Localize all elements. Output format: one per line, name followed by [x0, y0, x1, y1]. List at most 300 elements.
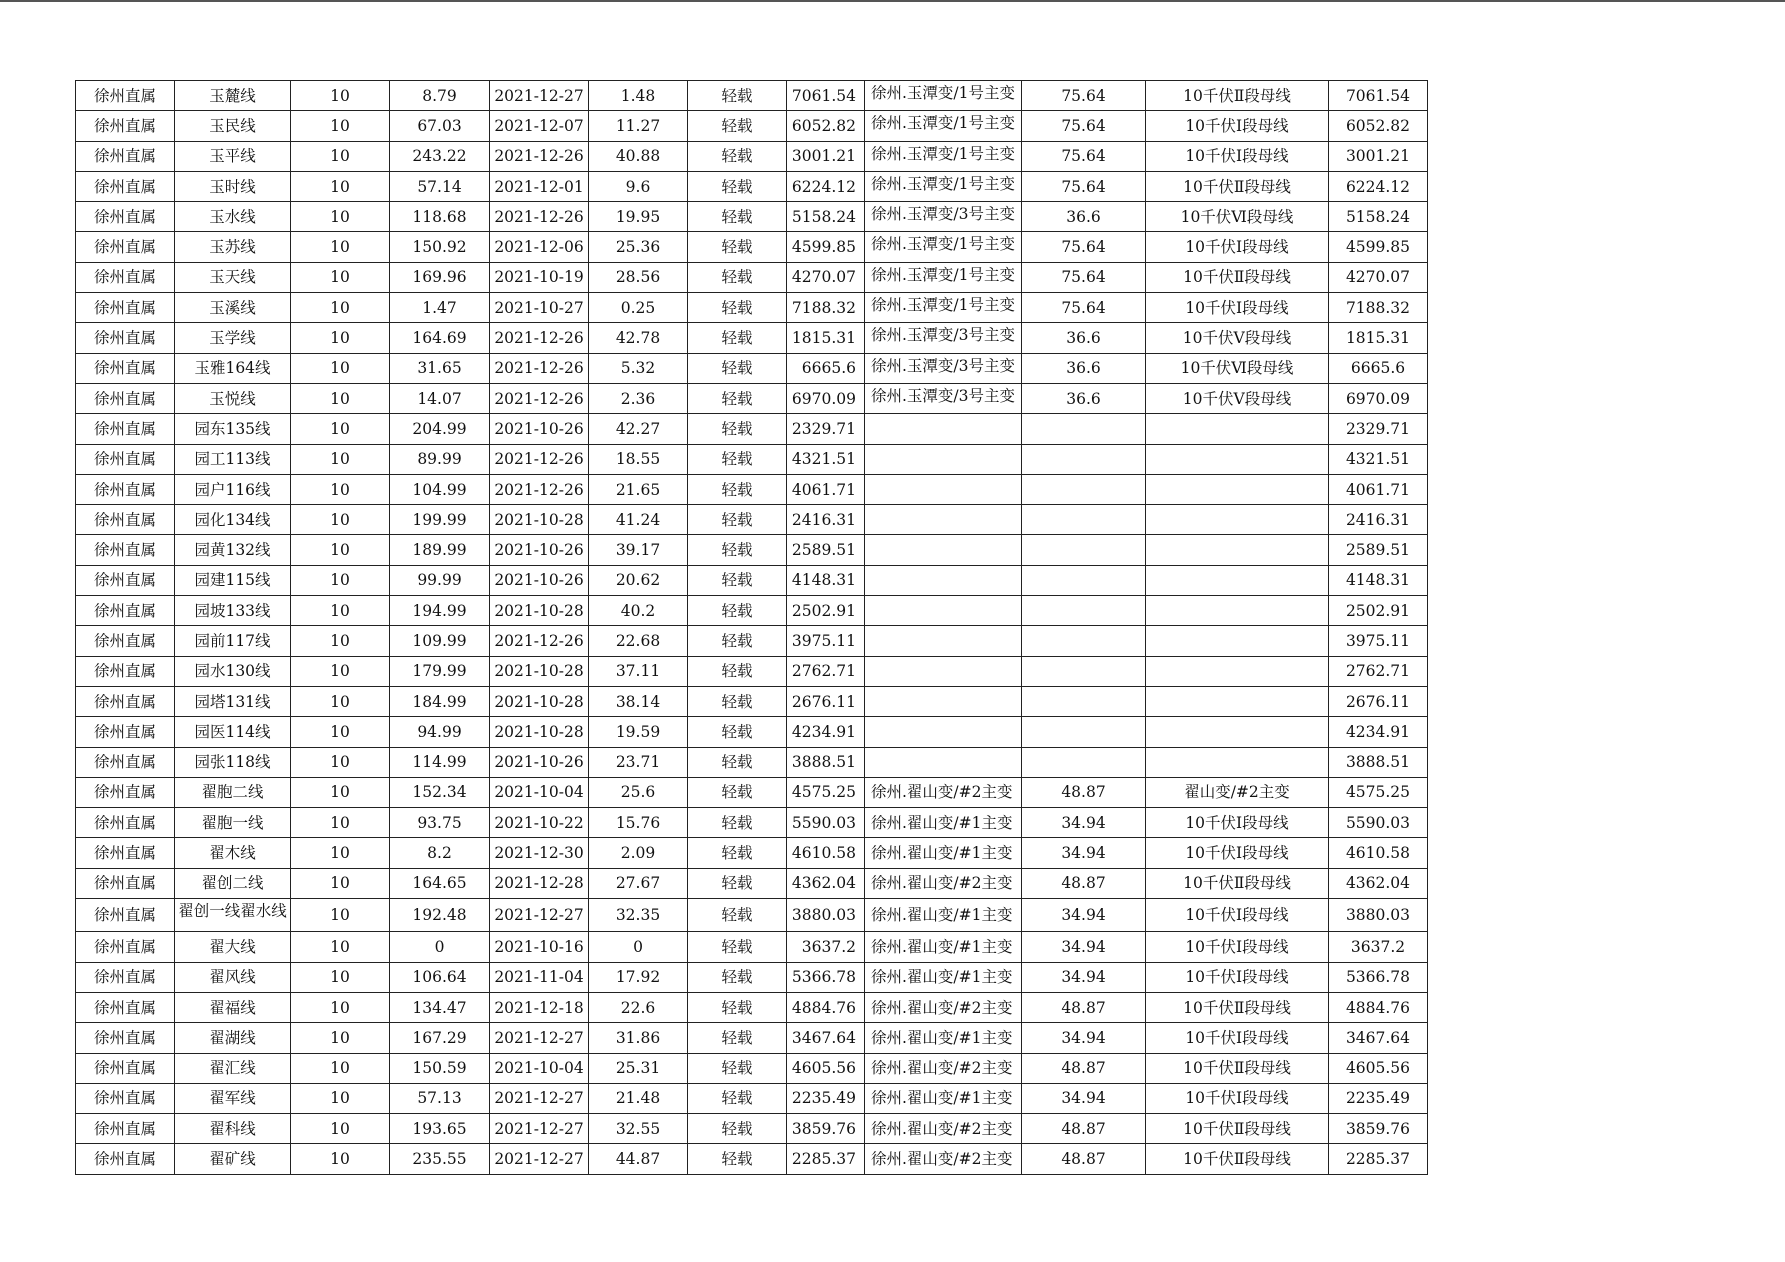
transformer-rate-cell: 34.94	[1022, 932, 1146, 962]
transformer-cell: 徐州.翟山变/#2主变	[865, 777, 1022, 807]
unit-cell: 徐州直属	[76, 262, 175, 292]
transformer-cell	[865, 414, 1022, 444]
date-cell: 2021-12-26	[490, 323, 589, 353]
capacity-cell: 6665.6	[787, 353, 865, 383]
date-cell: 2021-12-30	[490, 838, 589, 868]
bus-section-cell	[1146, 686, 1329, 716]
date-cell: 2021-10-28	[490, 717, 589, 747]
remaining-capacity-cell: 6970.09	[1329, 383, 1428, 413]
date-cell: 2021-10-28	[490, 686, 589, 716]
load-status-cell: 轻载	[688, 111, 787, 141]
load-status-cell: 轻载	[688, 202, 787, 232]
clipped-text: 徐州.玉潭变/1号主变	[871, 265, 1016, 284]
date-cell: 2021-12-07	[490, 111, 589, 141]
date-cell: 2021-12-27	[490, 899, 589, 932]
unit-cell: 徐州直属	[76, 232, 175, 262]
capacity-cell: 4362.04	[787, 868, 865, 898]
transformer-cell: 徐州.翟山变/#1主变	[865, 1023, 1022, 1053]
transformer-rate-cell: 36.6	[1022, 353, 1146, 383]
transformer-rate-cell	[1022, 505, 1146, 535]
line-name-cell: 翟胞一线	[175, 808, 291, 838]
voltage-cell: 10	[291, 474, 390, 504]
current-cell: 235.55	[390, 1144, 490, 1174]
voltage-cell: 10	[291, 777, 390, 807]
unit-cell: 徐州直属	[76, 899, 175, 932]
unit-cell: 徐州直属	[76, 171, 175, 201]
capacity-cell: 3975.11	[787, 626, 865, 656]
date-cell: 2021-10-27	[490, 293, 589, 323]
date-cell: 2021-10-04	[490, 1053, 589, 1083]
capacity-cell: 4061.71	[787, 474, 865, 504]
transformer-cell	[865, 656, 1022, 686]
unit-cell: 徐州直属	[76, 626, 175, 656]
transformer-rate-cell: 36.6	[1022, 383, 1146, 413]
table-row	[76, 777, 1428, 807]
unit-cell: 徐州直属	[76, 414, 175, 444]
unit-cell: 徐州直属	[76, 686, 175, 716]
unit-cell: 徐州直属	[76, 383, 175, 413]
load-rate-cell: 21.48	[589, 1083, 688, 1113]
date-cell: 2021-10-26	[490, 414, 589, 444]
date-cell: 2021-12-01	[490, 171, 589, 201]
voltage-cell: 10	[291, 262, 390, 292]
transformer-rate-cell: 75.64	[1022, 262, 1146, 292]
table-row	[76, 808, 1428, 838]
current-cell: 1.47	[390, 293, 490, 323]
capacity-cell: 4234.91	[787, 717, 865, 747]
capacity-cell: 2589.51	[787, 535, 865, 565]
voltage-cell: 10	[291, 1053, 390, 1083]
voltage-cell: 10	[291, 932, 390, 962]
load-rate-cell: 20.62	[589, 565, 688, 595]
load-status-cell: 轻载	[688, 293, 787, 323]
capacity-cell: 7061.54	[787, 81, 865, 111]
bus-section-cell: 10千伏Ⅴ段母线	[1146, 323, 1329, 353]
remaining-capacity-cell: 3975.11	[1329, 626, 1428, 656]
bus-section-cell: 10千伏Ⅰ段母线	[1146, 838, 1329, 868]
voltage-cell: 10	[291, 808, 390, 838]
voltage-cell: 10	[291, 686, 390, 716]
load-status-cell: 轻载	[688, 81, 787, 111]
bus-section-cell	[1146, 626, 1329, 656]
unit-cell: 徐州直属	[76, 1083, 175, 1113]
load-rate-cell: 9.6	[589, 171, 688, 201]
date-cell: 2021-12-26	[490, 444, 589, 474]
transformer-rate-cell: 48.87	[1022, 777, 1146, 807]
table-row	[76, 414, 1428, 444]
capacity-cell: 2235.49	[787, 1083, 865, 1113]
line-name-cell: 翟大线	[175, 932, 291, 962]
current-cell: 14.07	[390, 383, 490, 413]
transformer-cell: 徐州.翟山变/#2主变	[865, 1114, 1022, 1144]
transformer-cell	[865, 232, 1022, 262]
voltage-cell: 10	[291, 202, 390, 232]
transformer-cell	[865, 717, 1022, 747]
remaining-capacity-cell: 3859.76	[1329, 1114, 1428, 1144]
voltage-cell: 10	[291, 1083, 390, 1113]
transformer-cell: 徐州.翟山变/#1主变	[865, 962, 1022, 992]
table-row	[76, 111, 1428, 141]
load-rate-cell: 19.95	[589, 202, 688, 232]
voltage-cell: 10	[291, 626, 390, 656]
voltage-cell: 10	[291, 81, 390, 111]
table-row	[76, 1023, 1428, 1053]
table-row	[76, 962, 1428, 992]
remaining-capacity-cell: 2285.37	[1329, 1144, 1428, 1174]
table-row	[76, 1083, 1428, 1113]
remaining-capacity-cell: 4148.31	[1329, 565, 1428, 595]
load-status-cell: 轻载	[688, 656, 787, 686]
line-name-cell: 翟汇线	[175, 1053, 291, 1083]
capacity-cell: 1815.31	[787, 323, 865, 353]
unit-cell: 徐州直属	[76, 353, 175, 383]
capacity-cell: 3637.2	[787, 932, 865, 962]
voltage-cell: 10	[291, 868, 390, 898]
current-cell: 150.59	[390, 1053, 490, 1083]
clipped-text: 徐州.玉潭变/1号主变	[871, 144, 1016, 163]
bus-section-cell: 10千伏Ⅰ段母线	[1146, 293, 1329, 323]
table-row	[76, 293, 1428, 323]
transformer-cell	[865, 686, 1022, 716]
remaining-capacity-cell: 3888.51	[1329, 747, 1428, 777]
transformer-rate-cell: 36.6	[1022, 202, 1146, 232]
voltage-cell: 10	[291, 992, 390, 1022]
load-status-cell: 轻载	[688, 626, 787, 656]
table-row	[76, 717, 1428, 747]
transformer-rate-cell: 75.64	[1022, 141, 1146, 171]
transformer-rate-cell	[1022, 474, 1146, 504]
voltage-cell: 10	[291, 232, 390, 262]
load-status-cell: 轻载	[688, 262, 787, 292]
capacity-cell: 4884.76	[787, 992, 865, 1022]
clipped-text: 徐州.玉潭变/3号主变	[871, 356, 1016, 375]
table-row	[76, 656, 1428, 686]
line-name-cell: 园坡133线	[175, 596, 291, 626]
line-name-cell: 玉悦线	[175, 383, 291, 413]
bus-section-cell: 10千伏Ⅰ段母线	[1146, 899, 1329, 932]
remaining-capacity-cell: 4061.71	[1329, 474, 1428, 504]
line-name-cell: 玉溪线	[175, 293, 291, 323]
voltage-cell: 10	[291, 899, 390, 932]
bus-section-cell: 10千伏Ⅱ段母线	[1146, 868, 1329, 898]
unit-cell: 徐州直属	[76, 293, 175, 323]
line-name-cell: 翟科线	[175, 1114, 291, 1144]
current-cell: 164.69	[390, 323, 490, 353]
line-name-cell: 翟木线	[175, 838, 291, 868]
transformer-rate-cell: 48.87	[1022, 868, 1146, 898]
unit-cell: 徐州直属	[76, 323, 175, 353]
table-row	[76, 1144, 1428, 1174]
bus-section-cell: 10千伏Ⅰ段母线	[1146, 1083, 1329, 1113]
table-body	[76, 81, 1428, 1175]
capacity-cell: 3467.64	[787, 1023, 865, 1053]
unit-cell: 徐州直属	[76, 868, 175, 898]
bus-section-cell	[1146, 747, 1329, 777]
load-rate-cell: 42.27	[589, 414, 688, 444]
transformer-rate-cell	[1022, 626, 1146, 656]
line-name-cell: 园黄132线	[175, 535, 291, 565]
transformer-cell: 徐州.翟山变/#1主变	[865, 932, 1022, 962]
capacity-cell: 5590.03	[787, 808, 865, 838]
load-status-cell: 轻载	[688, 899, 787, 932]
current-cell: 57.14	[390, 171, 490, 201]
unit-cell: 徐州直属	[76, 992, 175, 1022]
line-name-cell: 园医114线	[175, 717, 291, 747]
load-rate-cell: 42.78	[589, 323, 688, 353]
load-status-cell: 轻载	[688, 1144, 787, 1174]
line-name-cell	[175, 899, 291, 932]
date-cell: 2021-10-26	[490, 535, 589, 565]
bus-section-cell: 10千伏Ⅰ段母线	[1146, 232, 1329, 262]
transformer-cell	[865, 202, 1022, 232]
unit-cell: 徐州直属	[76, 747, 175, 777]
current-cell: 106.64	[390, 962, 490, 992]
transformer-cell	[865, 262, 1022, 292]
line-name-cell: 玉学线	[175, 323, 291, 353]
load-status-cell: 轻载	[688, 444, 787, 474]
load-rate-cell: 39.17	[589, 535, 688, 565]
transformer-rate-cell: 48.87	[1022, 1114, 1146, 1144]
line-load-table	[75, 80, 1428, 1175]
voltage-cell: 10	[291, 323, 390, 353]
load-status-cell: 轻载	[688, 868, 787, 898]
current-cell: 8.2	[390, 838, 490, 868]
load-rate-cell: 18.55	[589, 444, 688, 474]
clipped-text: 徐州.玉潭变/1号主变	[871, 114, 1016, 133]
load-status-cell: 轻载	[688, 353, 787, 383]
date-cell: 2021-11-04	[490, 962, 589, 992]
load-rate-cell: 38.14	[589, 686, 688, 716]
table-row	[76, 838, 1428, 868]
remaining-capacity-cell: 5366.78	[1329, 962, 1428, 992]
date-cell: 2021-10-26	[490, 747, 589, 777]
table-row	[76, 899, 1428, 932]
load-status-cell: 轻载	[688, 232, 787, 262]
current-cell: 189.99	[390, 535, 490, 565]
remaining-capacity-cell: 5158.24	[1329, 202, 1428, 232]
table-row	[76, 932, 1428, 962]
voltage-cell: 10	[291, 444, 390, 474]
remaining-capacity-cell: 2416.31	[1329, 505, 1428, 535]
line-name-cell: 翟湖线	[175, 1023, 291, 1053]
transformer-cell	[865, 505, 1022, 535]
transformer-cell: 徐州.翟山变/#2主变	[865, 868, 1022, 898]
remaining-capacity-cell: 4321.51	[1329, 444, 1428, 474]
current-cell: 169.96	[390, 262, 490, 292]
load-rate-cell: 32.55	[589, 1114, 688, 1144]
date-cell: 2021-12-06	[490, 232, 589, 262]
remaining-capacity-cell: 4362.04	[1329, 868, 1428, 898]
unit-cell: 徐州直属	[76, 535, 175, 565]
line-name-cell: 翟胞二线	[175, 777, 291, 807]
line-name-cell: 园工113线	[175, 444, 291, 474]
line-name-cell: 翟风线	[175, 962, 291, 992]
bus-section-cell: 10千伏Ⅰ段母线	[1146, 141, 1329, 171]
date-cell: 2021-12-18	[490, 992, 589, 1022]
remaining-capacity-cell: 4599.85	[1329, 232, 1428, 262]
remaining-capacity-cell: 3637.2	[1329, 932, 1428, 962]
transformer-cell: 徐州.翟山变/#1主变	[865, 838, 1022, 868]
load-status-cell: 轻载	[688, 141, 787, 171]
line-name-cell: 园前117线	[175, 626, 291, 656]
load-status-cell: 轻载	[688, 932, 787, 962]
capacity-cell: 4270.07	[787, 262, 865, 292]
date-cell: 2021-10-22	[490, 808, 589, 838]
bus-section-cell: 10千伏Ⅴ段母线	[1146, 383, 1329, 413]
date-cell: 2021-10-28	[490, 596, 589, 626]
remaining-capacity-cell: 4610.58	[1329, 838, 1428, 868]
date-cell: 2021-12-28	[490, 868, 589, 898]
date-cell: 2021-12-26	[490, 202, 589, 232]
transformer-cell	[865, 596, 1022, 626]
transformer-cell	[865, 747, 1022, 777]
transformer-cell	[865, 353, 1022, 383]
voltage-cell: 10	[291, 171, 390, 201]
transformer-cell	[865, 383, 1022, 413]
load-status-cell: 轻载	[688, 505, 787, 535]
unit-cell: 徐州直属	[76, 1053, 175, 1083]
line-name-cell: 翟福线	[175, 992, 291, 1022]
load-rate-cell: 40.88	[589, 141, 688, 171]
unit-cell: 徐州直属	[76, 202, 175, 232]
remaining-capacity-cell: 7188.32	[1329, 293, 1428, 323]
load-rate-cell: 17.92	[589, 962, 688, 992]
clipped-text: 徐州.玉潭变/1号主变	[871, 296, 1016, 315]
capacity-cell: 2329.71	[787, 414, 865, 444]
load-rate-cell: 2.36	[589, 383, 688, 413]
unit-cell: 徐州直属	[76, 474, 175, 504]
transformer-rate-cell: 48.87	[1022, 1144, 1146, 1174]
capacity-cell: 3880.03	[787, 899, 865, 932]
load-rate-cell: 0.25	[589, 293, 688, 323]
unit-cell: 徐州直属	[76, 838, 175, 868]
current-cell: 31.65	[390, 353, 490, 383]
table-row	[76, 535, 1428, 565]
voltage-cell: 10	[291, 383, 390, 413]
remaining-capacity-cell: 6052.82	[1329, 111, 1428, 141]
transformer-rate-cell	[1022, 565, 1146, 595]
line-name-cell: 玉水线	[175, 202, 291, 232]
table-row	[76, 171, 1428, 201]
transformer-cell	[865, 565, 1022, 595]
current-cell: 109.99	[390, 626, 490, 656]
remaining-capacity-cell: 2589.51	[1329, 535, 1428, 565]
unit-cell: 徐州直属	[76, 1023, 175, 1053]
transformer-cell: 徐州.翟山变/#2主变	[865, 992, 1022, 1022]
current-cell: 104.99	[390, 474, 490, 504]
load-rate-cell: 21.65	[589, 474, 688, 504]
load-rate-cell: 27.67	[589, 868, 688, 898]
page-top-rule	[0, 0, 1785, 2]
voltage-cell: 10	[291, 747, 390, 777]
load-rate-cell: 40.2	[589, 596, 688, 626]
capacity-cell: 6970.09	[787, 383, 865, 413]
date-cell: 2021-10-28	[490, 505, 589, 535]
load-status-cell: 轻载	[688, 323, 787, 353]
capacity-cell: 5366.78	[787, 962, 865, 992]
load-rate-cell: 0	[589, 932, 688, 962]
line-name-cell: 园塔131线	[175, 686, 291, 716]
unit-cell: 徐州直属	[76, 111, 175, 141]
voltage-cell: 10	[291, 962, 390, 992]
date-cell: 2021-12-27	[490, 1083, 589, 1113]
bus-section-cell	[1146, 717, 1329, 747]
transformer-rate-cell: 75.64	[1022, 232, 1146, 262]
transformer-rate-cell	[1022, 686, 1146, 716]
transformer-cell	[865, 535, 1022, 565]
current-cell: 193.65	[390, 1114, 490, 1144]
date-cell: 2021-12-27	[490, 1114, 589, 1144]
remaining-capacity-cell: 3880.03	[1329, 899, 1428, 932]
load-rate-cell: 22.68	[589, 626, 688, 656]
bus-section-cell	[1146, 444, 1329, 474]
load-rate-cell: 41.24	[589, 505, 688, 535]
bus-section-cell: 10千伏Ⅰ段母线	[1146, 932, 1329, 962]
load-rate-cell: 11.27	[589, 111, 688, 141]
table-row	[76, 565, 1428, 595]
load-status-cell: 轻载	[688, 808, 787, 838]
clipped-text: 徐州.玉潭变/1号主变	[871, 84, 1016, 102]
clipped-text: 徐州.玉潭变/3号主变	[871, 205, 1016, 224]
voltage-cell: 10	[291, 293, 390, 323]
load-status-cell: 轻载	[688, 962, 787, 992]
load-rate-cell: 44.87	[589, 1144, 688, 1174]
line-name-cell: 园户116线	[175, 474, 291, 504]
line-name-cell: 园水130线	[175, 656, 291, 686]
voltage-cell: 10	[291, 1144, 390, 1174]
date-cell: 2021-10-16	[490, 932, 589, 962]
load-rate-cell: 22.6	[589, 992, 688, 1022]
line-name-cell: 玉苏线	[175, 232, 291, 262]
voltage-cell: 10	[291, 656, 390, 686]
clipped-text: 徐州.玉潭变/1号主变	[871, 174, 1016, 193]
transformer-rate-cell: 36.6	[1022, 323, 1146, 353]
line-name-cell: 玉雅164线	[175, 353, 291, 383]
transformer-rate-cell	[1022, 444, 1146, 474]
load-rate-cell: 25.6	[589, 777, 688, 807]
transformer-rate-cell: 48.87	[1022, 992, 1146, 1022]
current-cell: 57.13	[390, 1083, 490, 1113]
line-name-cell: 翟创二线	[175, 868, 291, 898]
transformer-rate-cell	[1022, 717, 1146, 747]
clipped-text: 翟创一线翟水线	[178, 902, 287, 921]
date-cell: 2021-12-26	[490, 626, 589, 656]
date-cell: 2021-12-27	[490, 1144, 589, 1174]
unit-cell: 徐州直属	[76, 81, 175, 111]
transformer-rate-cell: 75.64	[1022, 293, 1146, 323]
load-status-cell: 轻载	[688, 1053, 787, 1083]
bus-section-cell	[1146, 474, 1329, 504]
voltage-cell: 10	[291, 1114, 390, 1144]
capacity-cell: 4148.31	[787, 565, 865, 595]
current-cell: 94.99	[390, 717, 490, 747]
capacity-cell: 4321.51	[787, 444, 865, 474]
remaining-capacity-cell: 6224.12	[1329, 171, 1428, 201]
remaining-capacity-cell: 5590.03	[1329, 808, 1428, 838]
line-name-cell: 翟军线	[175, 1083, 291, 1113]
load-status-cell: 轻载	[688, 747, 787, 777]
transformer-cell	[865, 474, 1022, 504]
bus-section-cell: 10千伏Ⅱ段母线	[1146, 1144, 1329, 1174]
table-row	[76, 505, 1428, 535]
capacity-cell: 4605.56	[787, 1053, 865, 1083]
table-row	[76, 444, 1428, 474]
capacity-cell: 3888.51	[787, 747, 865, 777]
line-name-cell: 翟矿线	[175, 1144, 291, 1174]
voltage-cell: 10	[291, 111, 390, 141]
table-row	[76, 747, 1428, 777]
transformer-rate-cell: 75.64	[1022, 111, 1146, 141]
